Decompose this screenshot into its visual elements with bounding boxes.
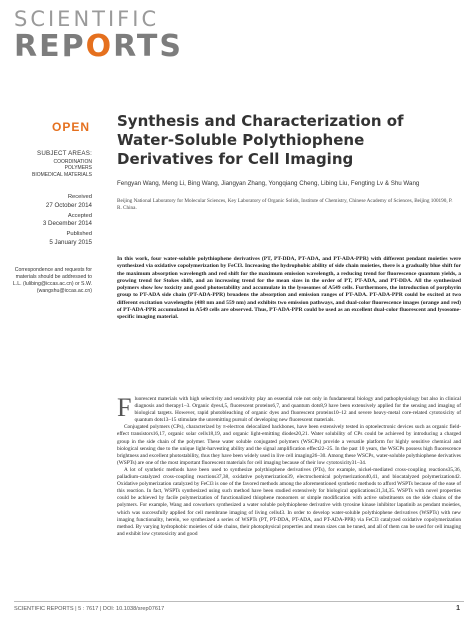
subject-areas-heading: SUBJECT AREAS: xyxy=(37,150,92,157)
correspondence-note: Correspondence and requests for materials should be addressed to L.L. (lulibing@iccas.ac.cn) or S.W. (wangshu@iccas.ac.cn) xyxy=(12,266,92,294)
article-sidebar xyxy=(8,150,92,295)
page-number: 1 xyxy=(456,605,460,612)
abstract: In this work, four water-soluble polythiophene derivatives (PT, PT-DDA, PT-ADA, and PT-ADA-PPR) with different pendant moieties were synthesized via oxidative copolymerization by FeCl3. Increasing the hydrophobic ability of side chain moieties, there is a gradually blue shift for the maximum absorption wavelength and red shift for the maximum emission wavelength, a reducing trend for fluorescence quantum yields, a growing trend for Stokes shift, and an increasing trend for the mean sizes in the order of PT, PT-ADA, and PT-DDA. All the synthesized polymers show low toxicity and good photostability and accumulate in the lysosomes of A549 cells. Furthermore, the introduction of porphyrin group to PT-ADA side chain (PT-ADA-PPR) broadens the absorption and emission ranges of PT-ADA. PT-ADA-PPR could be excited at two different excitation wavelengths (488 nm and 559 nm) and exhibits two emission pathways, and dual-color fluorescence images (orange and red) of PT-ADA-PPR accumulated in A549 cells are observed. Thus, PT-ADA-PPR could be used as an excellent dual-color fluorescent and lysosome-specific imaging material. xyxy=(117,256,461,321)
masthead-line-2 xyxy=(14,30,194,64)
body-paragraph-1-text: luorescent materials with high selectivity and sensitivity play an essential role not only in fundamental biology and pathophysiology but also in clinical diagnosis and therapy1–3. Organic dyes4,5, fluorescent proteins6,7, and quantum dots8,9 have been extensively applied for the sensing and imaging of biological targets. However, rapid photobleaching of organic dyes and fluorescent proteins10–12 and severe heavy-metal core-related cytotoxicity of quantum dots13–15 stimulate the unremitting pursuit of developing new fluorescent materials. xyxy=(134,396,461,424)
masthead-rep: REP xyxy=(14,29,86,64)
masthead-line-1: SCIENTIFIC xyxy=(14,7,160,31)
affiliation: Beijing National Laboratory for Molecular Sciences, Key Laboratory of Organic Solids, Institute of Chemistry, Chinese Academy of Sciences, Beijing 100190, P. R. China. xyxy=(117,198,453,211)
received-date: 27 October 2014 xyxy=(45,201,92,209)
accepted-date: 3 December 2014 xyxy=(42,220,92,228)
subject-area-link[interactable]: POLYMERS xyxy=(64,165,92,172)
received-label: Received xyxy=(67,194,92,201)
masthead-o: O xyxy=(85,29,114,64)
published-label: Published xyxy=(66,231,92,238)
article-dates xyxy=(8,194,92,247)
article-header xyxy=(117,112,457,212)
published-date: 5 January 2015 xyxy=(49,238,92,246)
subject-area-link[interactable]: BIOMEDICAL MATERIALS xyxy=(31,171,92,178)
subject-area-link[interactable]: COORDINATION xyxy=(53,159,92,165)
page-footer xyxy=(14,601,464,612)
article-title: Synthesis and Characterization of Water-Soluble Polythiophene Derivatives for Cell Imaging xyxy=(117,112,404,168)
body-paragraph xyxy=(117,393,461,424)
body-paragraph: A lot of synthetic methods have been used to synthesize polythiophene derivatives (PTs), for example, nickel-mediated cross-coupling reactions35,36, palladium-catalyzed cross-coupling reactions37,38, oxidative polymerization39, electrochemical polymerization40,41, and biocatalyzed polymerization42. Oxidative polymerization catalyzed by FeCl3 is one of the favored methods among the aforementioned synthetic methods to afford WSPTs because of the ease of this reaction. In fact, WSPTs synthesized using such method have been studied extensively for biological applications31,34,35. WSPTs with novel properties could be achieved by facile polymerization of functionalized thiophene monomers or simple modification with active substituents on the side chains of the polymers. For example, Wang and coworkers synthesized a water soluble polythiophene derivative with tyrosine kinase inhibitor lapatinib as pendant moieties, which was successfully applied for cell membrane imaging of living cells43. In order to develop water-soluble polythiophene derivatives (WSPTs) with new imaging functionality, herein, we synthesized a series of WSPTs (PT, PT-DDA, PT-ADA, and PT-ADA-PPR) via FeCl3 catalyzed oxidative copolymerization method. By varying hydrophobic moieties of side chains, their photophysical properties and mean sizes can be tuned, and all of them can be used for cell imaging and exhibit low cytotoxicity and good xyxy=(117,466,461,537)
author-list: Fengyan Wang, Meng Li, Bing Wang, Jiangyan Zhang, Yongqiang Cheng, Libing Liu, Fengting Lv & Shu Wang xyxy=(117,180,420,187)
journal-masthead xyxy=(14,8,194,64)
article-body xyxy=(117,393,461,538)
footer-citation: SCIENTIFIC REPORTS | 5 : 7617 | DOI: 10.1038/srep07617 xyxy=(14,606,165,612)
open-access-badge: OPEN xyxy=(52,120,91,134)
masthead-rts: RTS xyxy=(113,29,183,64)
drop-cap: F xyxy=(117,393,132,422)
body-paragraph: Conjugated polymers (CPs), characterized by π-electron delocalized backbones, have been extensively tested in optoelectronic devices such as organic field-effect transistors16,17, organic solar cells18,19, and organic light-emitting diodes20,21. Water solubility of CPs could be achieved by introducing a charged group in the side chain of the polymer. These water soluble conjugated polymers (WSCPs) provide a versatile platform for highly sensitive chemical and biological sensing due to the unique light-harvesting ability and the signal amplification effect22–25. In the past 10 years, the WSCPs possess high fluorescence brightness and excellent photostability, thus they have been widely used in live cell imaging26–30. Among these WSCPs, water-soluble polythiophene derivatives (WSPTs) are one of the most important fluorescent materials for cell imaging because of their low cytotoxicity31–34. xyxy=(117,424,461,466)
accepted-label: Accepted xyxy=(67,212,92,219)
